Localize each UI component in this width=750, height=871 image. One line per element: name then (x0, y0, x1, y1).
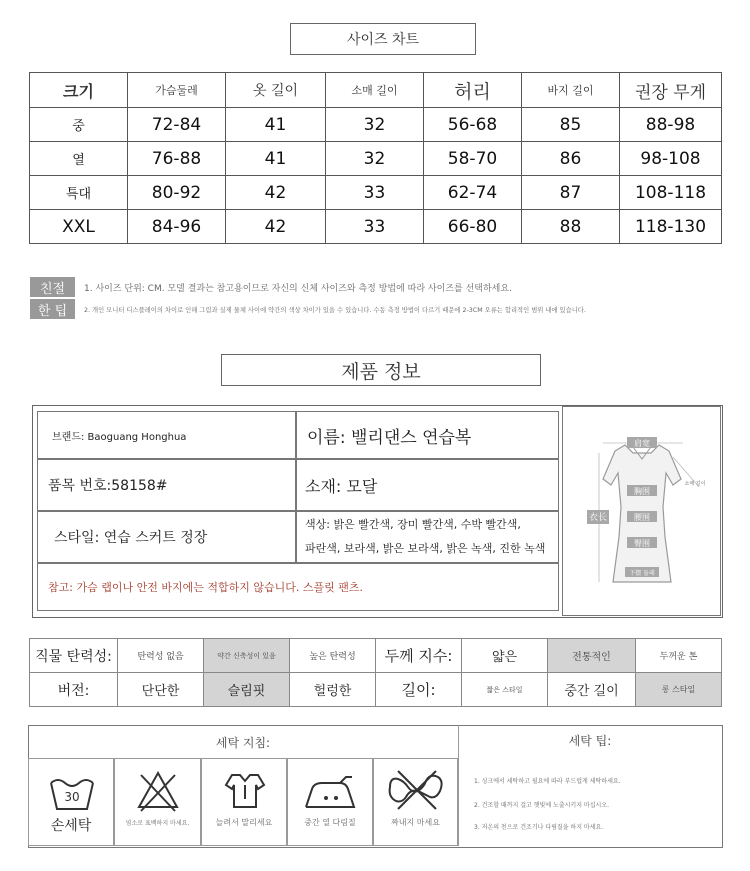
colors-text-1: 색상: 밝은 빨간색, 장미 빨간색, 수박 빨간색, (305, 518, 521, 531)
item-no-cell (37, 459, 296, 511)
elasticity-slight: 약간 신축성이 있음 (204, 639, 290, 673)
tip-tag-bottom (30, 299, 75, 319)
label-waist: 腰围 (634, 513, 650, 522)
pants-cell: 87 (522, 176, 620, 210)
header-chest: 가슴둘레 (128, 73, 226, 108)
label-sleeve: 소매 길이 (684, 481, 706, 487)
care-no-bleach (114, 758, 201, 846)
brand-cell (37, 411, 296, 459)
no-bleach-icon (115, 763, 202, 823)
brand-text: 브랜드: Baoguang Honghua (52, 431, 187, 443)
colors-text-2: 파란색, 보라색, 밝은 보라색, 밝은 녹색, 진한 녹색 (305, 542, 546, 555)
waist-cell: 58-70 (424, 142, 522, 176)
header-weight: 권장 무게 (620, 73, 722, 108)
chest-cell: 72-84 (128, 108, 226, 142)
note-text: 참고: 가슴 랩이나 안전 바지에는 적합하지 않습니다. 스플릿 팬츠. (48, 581, 363, 594)
length-label: 길이: (376, 673, 462, 707)
table-row (30, 176, 722, 210)
fit-slim: 슬림핏 (204, 673, 290, 707)
tip-tag-text-2: 한 팁 (37, 303, 68, 319)
style-cell (37, 511, 296, 563)
label-hip: 臀围 (634, 539, 650, 548)
fit-row (30, 673, 722, 707)
label-length: 衣长 (588, 513, 608, 523)
elasticity-label: 직물 탄력성: (30, 639, 118, 673)
sleeve-cell: 33 (326, 176, 424, 210)
header-sleeve: 소매 길이 (326, 73, 424, 108)
elasticity-row (30, 639, 722, 673)
chest-cell: 80-92 (128, 176, 226, 210)
care-iron (287, 758, 373, 846)
wash-tip-2: 2. 건조할 때까지 걸고 햇빛에 노출시키지 마십시오. (474, 802, 609, 809)
size-chart-table (29, 72, 722, 244)
fit-firm: 단단한 (118, 673, 204, 707)
dress-diagram (563, 407, 721, 616)
weight-cell: 118-130 (620, 210, 722, 244)
size-cell: 중 (30, 108, 128, 142)
wash-30-icon (29, 763, 115, 823)
style-text: 스타일: 연습 스커트 정장 (54, 530, 208, 546)
material-cell (296, 459, 559, 511)
label-shoulder: 肩宽 (634, 439, 650, 448)
measurement-diagram-cell (562, 406, 721, 616)
header-pants-length: 바지 길이 (522, 73, 620, 108)
fit-label: 버전: (30, 673, 118, 707)
table-row (30, 108, 722, 142)
hang-dry-icon (202, 763, 288, 823)
thickness-thin: 얇은 (462, 639, 548, 673)
size-table-header-row (30, 73, 722, 108)
wash-tip-3: 3. 저온의 천으로 건조기나 다림질을 하지 마세요. (474, 824, 604, 831)
table-row (30, 210, 722, 244)
no-wring-icon (374, 763, 459, 823)
size-chart-title (290, 23, 476, 55)
header-waist: 허리 (424, 73, 522, 108)
colors-cell (296, 511, 559, 563)
weight-cell: 108-118 (620, 176, 722, 210)
attribute-table (29, 638, 722, 707)
sleeve-cell: 33 (326, 210, 424, 244)
material-text: 소재: 모달 (305, 476, 378, 496)
product-info-title (221, 354, 541, 386)
fit-loose: 헐렁한 (290, 673, 376, 707)
pants-cell: 86 (522, 142, 620, 176)
thickness-normal: 전통적인 (548, 639, 636, 673)
tip-line-1: 1. 사이즈 단위: CM. 모델 결과는 참고용이므로 자신의 신체 사이즈와 측정 방법에 따라 사이즈를 선택하세요. (84, 284, 512, 294)
header-size: 크기 (30, 73, 128, 108)
sleeve-cell: 32 (326, 142, 424, 176)
waist-cell: 62-74 (424, 176, 522, 210)
product-info-title-text: 제품 정보 (341, 360, 421, 383)
pants-cell: 88 (522, 210, 620, 244)
iron-medium-icon (288, 763, 374, 823)
length-cell: 41 (226, 142, 326, 176)
length-cell: 42 (226, 176, 326, 210)
length-medium: 중간 길이 (548, 673, 636, 707)
wash-tip-1: 1. 싱크에서 세탁하고 필요에 따라 부드럽게 세탁하세요. (474, 778, 621, 785)
care-label-hand-wash: 손세탁 (50, 818, 92, 834)
care-no-wring (373, 758, 458, 846)
care-tips-title: 세탁 팁: (568, 734, 612, 748)
thickness-thick: 두꺼운 톤 (636, 639, 722, 673)
care-label-no-wring: 짜내지 마세요 (391, 818, 440, 827)
item-no-text: 품목 번호:58158# (48, 478, 168, 494)
care-label-no-bleach: 염소로 표백하지 마세요. (125, 820, 190, 827)
chest-cell: 76-88 (128, 142, 226, 176)
pants-cell: 85 (522, 108, 620, 142)
waist-cell: 66-80 (424, 210, 522, 244)
tip-line-2: 2. 개인 모니터 디스플레이의 차이로 인해 그림과 실제 물체 사이에 약간의 색상 차이가 있을 수 있습니다. 수동 측정 방법이 다르기 때문에 2-3CM 오류는 합리적인 범위 내에 있습니다. (84, 307, 586, 314)
size-chart-title-text: 사이즈 차트 (346, 32, 420, 48)
elasticity-high: 높은 탄력성 (290, 639, 376, 673)
sleeve-cell: 32 (326, 108, 424, 142)
care-hand-wash (28, 758, 114, 846)
tip-tag-top (30, 277, 75, 297)
label-chest: 胸围 (634, 487, 650, 496)
care-hang-dry (201, 758, 287, 846)
care-label-hang-dry: 늘려서 말리세요 (215, 818, 273, 827)
name-text: 이름: 밸리댄스 연습복 (307, 427, 472, 448)
size-cell: XXL (30, 210, 128, 244)
name-cell (296, 411, 559, 459)
note-cell (37, 563, 559, 611)
weight-cell: 88-98 (620, 108, 722, 142)
table-row (30, 142, 722, 176)
length-cell: 42 (226, 210, 326, 244)
tip-tag-text-1: 친절 (39, 281, 66, 297)
length-long: 롱 스타일 (636, 673, 722, 707)
care-title: 세탁 지침: (215, 736, 271, 750)
elasticity-none: 탄력성 없음 (118, 639, 204, 673)
size-cell: 열 (30, 142, 128, 176)
wash-temp: 30 (64, 790, 80, 804)
weight-cell: 98-108 (620, 142, 722, 176)
care-label-iron: 중간 열 다림질 (304, 818, 356, 827)
header-length: 옷 길이 (226, 73, 326, 108)
size-cell: 특대 (30, 176, 128, 210)
length-short: 짧은 스타일 (462, 673, 548, 707)
label-hem: 下摆 둘레 (629, 570, 655, 577)
thickness-label: 두께 지수: (376, 639, 462, 673)
waist-cell: 56-68 (424, 108, 522, 142)
chest-cell: 84-96 (128, 210, 226, 244)
length-cell: 41 (226, 108, 326, 142)
